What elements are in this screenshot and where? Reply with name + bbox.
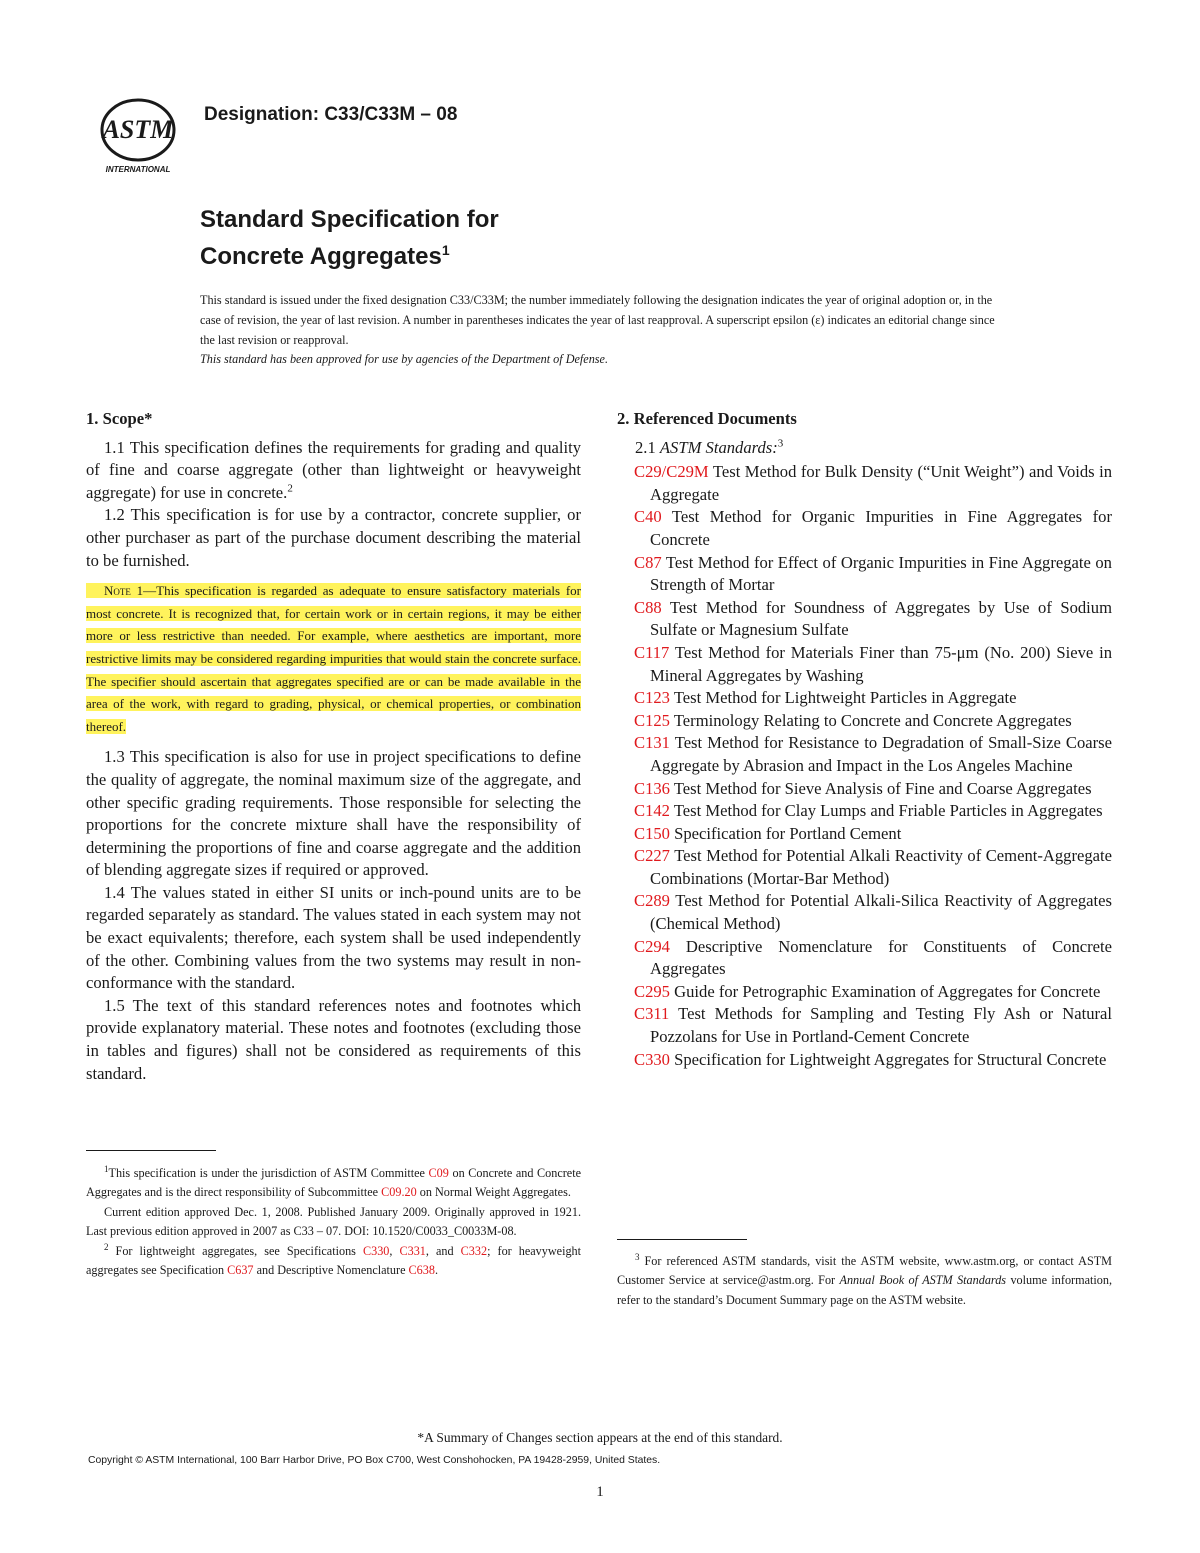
link-c09[interactable]: C09 (428, 1166, 449, 1180)
note-1 (86, 580, 581, 738)
astm-logo-icon (88, 92, 188, 174)
footnote-1-edition: Current edition approved Dec. 1, 2008. Published January 2009. Originally approved in 1921. Last previous edition approved in 2007 as C33 – 07. DOI: 10.1520/C0033_C0033M-08. (86, 1204, 581, 1239)
reference-code-link[interactable]: C311 (634, 1004, 670, 1024)
reference-title: Test Method for Potential Alkali-Silica Reactivity of Aggregates (Chemical Method) (650, 891, 1112, 934)
reference-title: Specification for Lightweight Aggregates for Structural Concrete (674, 1049, 1107, 1069)
footnote-3-text-a: For referenced ASTM standards, visit the ASTM website, www.astm.org, or contact ASTM Customer Service at service@astm.org. For (617, 1254, 1113, 1288)
reference-code-link[interactable]: C142 (634, 801, 670, 821)
reference-item (617, 597, 1112, 642)
reference-item (617, 981, 1112, 1004)
link-c331[interactable]: C331 (399, 1243, 426, 1258)
footnote-2-and: and (436, 1243, 454, 1258)
footnote-3-marker: 3 (635, 1251, 640, 1262)
footnote-1 (86, 1164, 581, 1203)
astm-logo (88, 92, 188, 174)
link-c332[interactable]: C332 (460, 1243, 488, 1258)
references-sub-number: 2.1 (635, 437, 656, 457)
reference-title: Test Method for Effect of Organic Impurities in Fine Aggregate on Strength of Mortar (650, 552, 1112, 595)
dod-notice: This standard has been approved for use by agencies of the Department of Defense. (200, 352, 608, 366)
reference-item (617, 823, 1112, 846)
reference-title: Test Method for Organic Impurities in Fine Aggregates for Concrete (650, 507, 1112, 549)
reference-item (617, 461, 1112, 506)
logo-text: ASTM (102, 115, 174, 144)
designation: Designation: C33/C33M – 08 (204, 104, 458, 125)
title-line-2-text: Concrete Aggregates (200, 243, 442, 270)
footnote-2-marker: 2 (104, 1241, 109, 1252)
reference-code-link[interactable]: C136 (634, 778, 670, 798)
scope-1-5: 1.5 The text of this standard references notes and footnotes which provide explanatory material. These notes and footnotes (excluding those in tables and figures) shall not be considered as requirements of this standard. (86, 995, 581, 1083)
reference-item (617, 800, 1112, 823)
footnote-ref-2: 2 (287, 482, 293, 495)
reference-title: Test Method for Lightweight Particles in Aggregate (673, 688, 1017, 708)
note-highlight (86, 583, 581, 734)
reference-item (617, 732, 1112, 777)
reference-title: Test Methods for Sampling and Testing Fly Ash or Natural Pozzolans for Use in Portland-Cement Concrete (650, 1004, 1112, 1047)
link-c637[interactable]: C637 (227, 1263, 254, 1278)
reference-item (617, 1003, 1112, 1048)
note-label: Note 1 (104, 583, 144, 599)
footnote-1-marker: 1 (104, 1163, 109, 1174)
references-subheading (617, 437, 1112, 460)
reference-code-link[interactable]: C123 (634, 688, 670, 708)
reference-code-link[interactable]: C88 (634, 597, 662, 617)
footnote-2: $^2$ For lightweight aggregates, see Specifications C330, C331, and C332; for heavyweight aggregates see Specification C637 and Descriptive Nomenclature C638. (86, 1241, 582, 1278)
scope-1-3: 1.3 This specification is also for use in project specifications to define the quality of aggregate, the nominal maximum size of the aggregate, and other specific grading requirements. Those responsible for selecting the proportions for the concrete mixture shall have the responsibility of determining the proportions of fine and coarse aggregate and the addition of blending aggregate sizes if required or approved. (86, 747, 581, 880)
reference-item (617, 845, 1112, 890)
reference-code-link[interactable]: C227 (634, 846, 670, 866)
references-sub-label: ASTM Standards: (659, 437, 778, 457)
reference-title: Test Method for Potential Alkali Reactivity of Cement-Aggregate Combinations (Mortar-Bar Method) (650, 846, 1112, 888)
reference-title: Test Method for Bulk Density (“Unit Weight”) and Voids in Aggregate (650, 462, 1112, 504)
scope-heading: 1. Scope* (86, 409, 153, 428)
issuance-statement: This standard is issued under the fixed designation C33/C33M; the number immediately following the designation indicates the year of original adoption or, in the case of revision, the year of last revision. A number in parentheses indicates the year of last reapproval. A superscript epsilon (ε) indicates an editorial change since the last revision or reapproval. (200, 293, 995, 347)
copyright-line: Copyright © ASTM International, 100 Barr Harbor Drive, PO Box C700, West Conshohocken, PA 19428-2959, United States. (88, 1455, 661, 1466)
footnote-3-text-b: volume information, refer to the standard’s Document Summary page on the ASTM website. (617, 1273, 1112, 1307)
reference-item (617, 936, 1112, 981)
footnote-divider-right (617, 1239, 747, 1240)
reference-title: Terminology Relating to Concrete and Concrete Aggregates (673, 710, 1072, 730)
reference-code-link[interactable]: C87 (634, 552, 662, 572)
title-line-2 (200, 235, 499, 272)
footnote-divider-left (86, 1150, 216, 1151)
title-line-1: Standard Specification for (200, 206, 499, 233)
reference-code-link[interactable]: C330 (634, 1049, 670, 1069)
footnote-3 (617, 1252, 1112, 1310)
scope-1-1: 1.1 This specification defines the requirements for grading and quality of fine and coarse aggregate (other than lightweight or heavyweight aggregate) for use in concrete. (86, 437, 581, 502)
reference-title: Descriptive Nomenclature for Constituents of Concrete Aggregates (650, 936, 1112, 979)
reference-code-link[interactable]: C29/C29M (634, 462, 709, 482)
footnote-2-text-c: and Descriptive Nomenclature (256, 1263, 406, 1278)
referenced-documents-section (617, 408, 1112, 1071)
link-c330[interactable]: C330 (362, 1243, 390, 1258)
page-number: 1 (596, 1484, 604, 1500)
reference-item (617, 778, 1112, 801)
reference-title: Test Method for Soundness of Aggregates by Use of Sodium Sulfate or Magnesium Sulfate (650, 597, 1112, 640)
reference-code-link[interactable]: C117 (634, 642, 670, 662)
footnotes-right (617, 1252, 1112, 1310)
reference-item (617, 1049, 1112, 1072)
reference-code-link[interactable]: C294 (634, 936, 670, 956)
reference-title: Test Method for Materials Finer than 75-μm (No. 200) Sieve in Mineral Aggregates by Washing (650, 642, 1112, 685)
reference-code-link[interactable]: C125 (634, 710, 670, 730)
footnote-2-text-b: for heavyweight aggregates see Specification (86, 1243, 582, 1278)
reference-code-link[interactable]: C289 (634, 891, 670, 911)
reference-code-link[interactable]: C131 (634, 733, 670, 753)
reference-list (617, 461, 1112, 1071)
scope-paragraph (86, 437, 581, 505)
reference-item (617, 710, 1112, 733)
reference-code-link[interactable]: C40 (634, 507, 662, 527)
logo-subtext: INTERNATIONAL (105, 165, 171, 174)
reference-item (617, 552, 1112, 597)
references-heading: 2. Referenced Documents (617, 409, 797, 428)
footnote-1-text-b: on Concrete and Concrete Aggregates and is the direct responsibility of Subcommittee (86, 1166, 582, 1200)
reference-title: Test Method for Sieve Analysis of Fine and Coarse Aggregates (673, 778, 1092, 798)
reference-code-link[interactable]: C295 (634, 981, 670, 1001)
reference-code-link[interactable]: C150 (634, 823, 670, 843)
title-footnote-marker: 1 (441, 242, 450, 258)
footnote-2-text-a: For lightweight aggregates, see Specifications (115, 1243, 356, 1258)
reference-title: Guide for Petrographic Examination of Aggregates for Concrete (674, 981, 1101, 1001)
reference-item (617, 506, 1112, 551)
reference-title: Test Method for Clay Lumps and Friable Particles in Aggregates (673, 801, 1103, 821)
reference-item (617, 642, 1112, 687)
scope-1-4: 1.4 The values stated in either SI units or inch-pound units are to be regarded separately as standard. The values stated in each system may not be exact equivalents; therefore, each system shall be used independently of the other. Combining values from the two systems may result in non-conformance with the standard. (86, 882, 581, 993)
reference-item (617, 687, 1112, 710)
footnote-ref-3: 3 (777, 437, 784, 450)
footnotes-left (86, 1164, 581, 1280)
summary-of-changes-note: *A Summary of Changes section appears at the end of this standard. (417, 1430, 783, 1445)
footnote-1-text-a: This specification is under the jurisdiction of ASTM Committee (108, 1166, 425, 1180)
reference-item (617, 890, 1112, 935)
note-text: —This specification is regarded as adequate to ensure satisfactory materials for most concrete. It is recognized that, for certain work or in certain regions, it may be either more or less restrictive than needed. For example, where aesthetics are important, more restrictive limits may be considered regarding impurities that would stain the concrete surface. The specifier should ascertain that aggregates specified are or can be made available in the area of the work, with regard to grading, physical, or chemical properties, or combination thereof. (86, 583, 581, 734)
link-c09-20[interactable]: C09.20 (381, 1185, 417, 1200)
footnote-1-text-c: on Normal Weight Aggregates. (419, 1185, 571, 1200)
scope-section (86, 408, 581, 1085)
footnote-3-book-title: Annual Book of ASTM Standards (839, 1273, 1007, 1288)
scope-1-2: 1.2 This specification is for use by a contractor, concrete supplier, or other purchaser as part of the purchase document describing the material to be furnished. (86, 505, 581, 570)
reference-title: Specification for Portland Cement (674, 823, 902, 843)
reference-title: Test Method for Resistance to Degradation of Small-Size Coarse Aggregate by Abrasion and Impact in the Los Angeles Machine (650, 733, 1112, 775)
link-c638[interactable]: C638 (408, 1263, 435, 1278)
document-title (200, 204, 499, 272)
